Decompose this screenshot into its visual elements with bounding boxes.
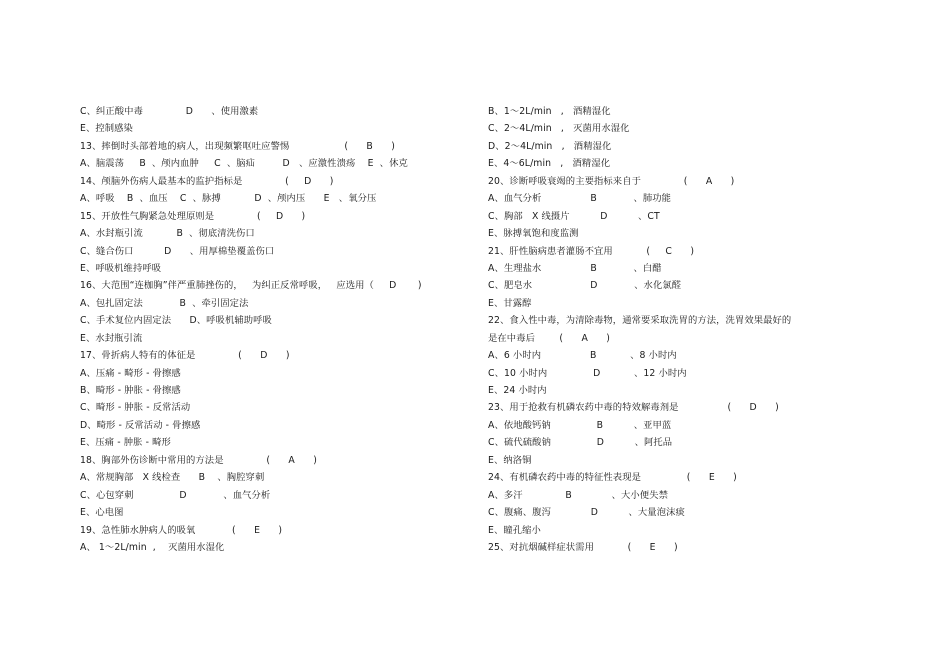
- text-line: A、压痛 - 畸形 - 骨擦感: [80, 367, 181, 379]
- question-16: 16、大范围“连枷胸”伴严重肺挫伤的， 为纠正反常呼吸， 应选用（ D ): [80, 280, 422, 292]
- text-line: C、2～4L/min , 灭菌用水湿化: [488, 123, 630, 135]
- text-line: D、2～4L/min , 酒精湿化: [488, 140, 612, 152]
- text-line: C、胸部 X 线摄片 D 、CT: [488, 210, 660, 222]
- text-line: E、呼吸机维持呼吸: [80, 262, 162, 274]
- question-14: 14、颅脑外伤病人最基本的监护指标是 ( D ): [80, 175, 334, 187]
- text-line: E、4～6L/min , 酒精湿化: [488, 158, 611, 170]
- right-column: [488, 103, 888, 556]
- text-line: C、肥皂水 D 、水化氯醛: [488, 280, 682, 292]
- text-line: C、手术复位内固定法 D、呼吸机辅助呼吸: [80, 315, 272, 327]
- text-line: C、10 小时内 D 、12 小时内: [488, 367, 687, 379]
- text-line: A、多汗 B 、大小便失禁: [488, 489, 669, 501]
- text-line: D、畸形 - 反常活动 - 骨擦感: [80, 419, 201, 431]
- text-line: C、硫代硫酸钠 D 、阿托品: [488, 437, 673, 449]
- left-column: [80, 103, 480, 556]
- text-line: A、6 小时内 B 、8 小时内: [488, 350, 677, 362]
- question-15: 15、开放性气胸紧急处理原则是 ( D ): [80, 210, 306, 222]
- text-line: E、24 小时内: [488, 385, 547, 396]
- text-line: B、畸形 - 肿胀 - 骨擦感: [80, 385, 181, 396]
- question-25: 25、对抗烟碱样症状需用 ( E ): [488, 541, 678, 553]
- text-line: E、纳洛铜: [488, 454, 532, 466]
- text-line: A、血气分析 B 、肺功能: [488, 193, 672, 205]
- text-line: E、脉搏氧饱和度监测: [488, 228, 579, 240]
- text-line: A、 1～2L/min , 灭菌用水湿化: [80, 541, 225, 553]
- text-line: 是在中毒后 ( A ): [488, 332, 611, 344]
- text-line: A、包扎固定法 B 、牵引固定法: [80, 297, 249, 309]
- question-21: 21、肝性脑病患者灌肠不宜用 ( C ): [488, 245, 695, 257]
- question-20: 20、诊断呼吸衰竭的主要指标来自于 ( A ): [488, 175, 735, 187]
- text-line: A、依地酸钙钠 B 、亚甲蓝: [488, 419, 672, 431]
- text-line: E、瞳孔缩小: [488, 524, 541, 536]
- question-13: 13、摔倒时头部着地的病人，出现频繁呕吐应警惕 ( B ): [80, 140, 395, 152]
- text-line: B、1～2L/min , 酒精湿化: [488, 106, 611, 117]
- text-line: C、畸形 - 肿胀 - 反常活动: [80, 402, 191, 414]
- text-line: E、压痛 - 肿胀 - 畸形: [80, 437, 171, 449]
- text-line: A、常规胸部 X 线检查 B 、胸腔穿刺: [80, 472, 265, 484]
- question-24: 24、有机磷农药中毒的特征性表现是 ( E ): [488, 472, 737, 484]
- text-line: A、呼吸 B 、血压 C 、脉搏 D 、颅内压 E 、氧分压: [80, 193, 377, 205]
- question-18: 18、胸部外伤诊断中常用的方法是 ( A ): [80, 454, 317, 466]
- text-line: E、水封瓶引流: [80, 332, 143, 344]
- text-line: E、心电图: [80, 507, 124, 519]
- text-line: C、缝合伤口 D 、用厚棉垫覆盖伤口: [80, 245, 275, 257]
- text-line: C、腹痛、腹泻 D 、大量泡沫痰: [488, 507, 685, 519]
- text-line: C、纠正酸中毒 D 、使用激素: [80, 106, 259, 117]
- question-17: 17、骨折病人特有的体征是 ( D ): [80, 350, 290, 362]
- text-line: E、控制感染: [80, 123, 133, 135]
- text-line: E、甘露醇: [488, 297, 532, 309]
- question-23: 23、用于抢救有机磷农药中毒的特效解毒剂是 ( D ): [488, 402, 779, 414]
- question-22: 22、食入性中毒，为清除毒物，通常要采取洗胃的方法，洗胃效果最好的: [488, 315, 792, 327]
- question-19: 19、急性肺水肿病人的吸氧 ( E ): [80, 524, 283, 536]
- text-line: A、脑震荡 B 、颅内血肿 C 、脑疝 D 、应激性溃疡 E 、休克: [80, 158, 408, 170]
- text-line: C、心包穿刺 D 、血气分析: [80, 489, 271, 501]
- text-line: A、水封瓶引流 B 、彻底清洗伤口: [80, 228, 255, 240]
- text-line: A、生理盐水 B 、白醋: [488, 262, 662, 274]
